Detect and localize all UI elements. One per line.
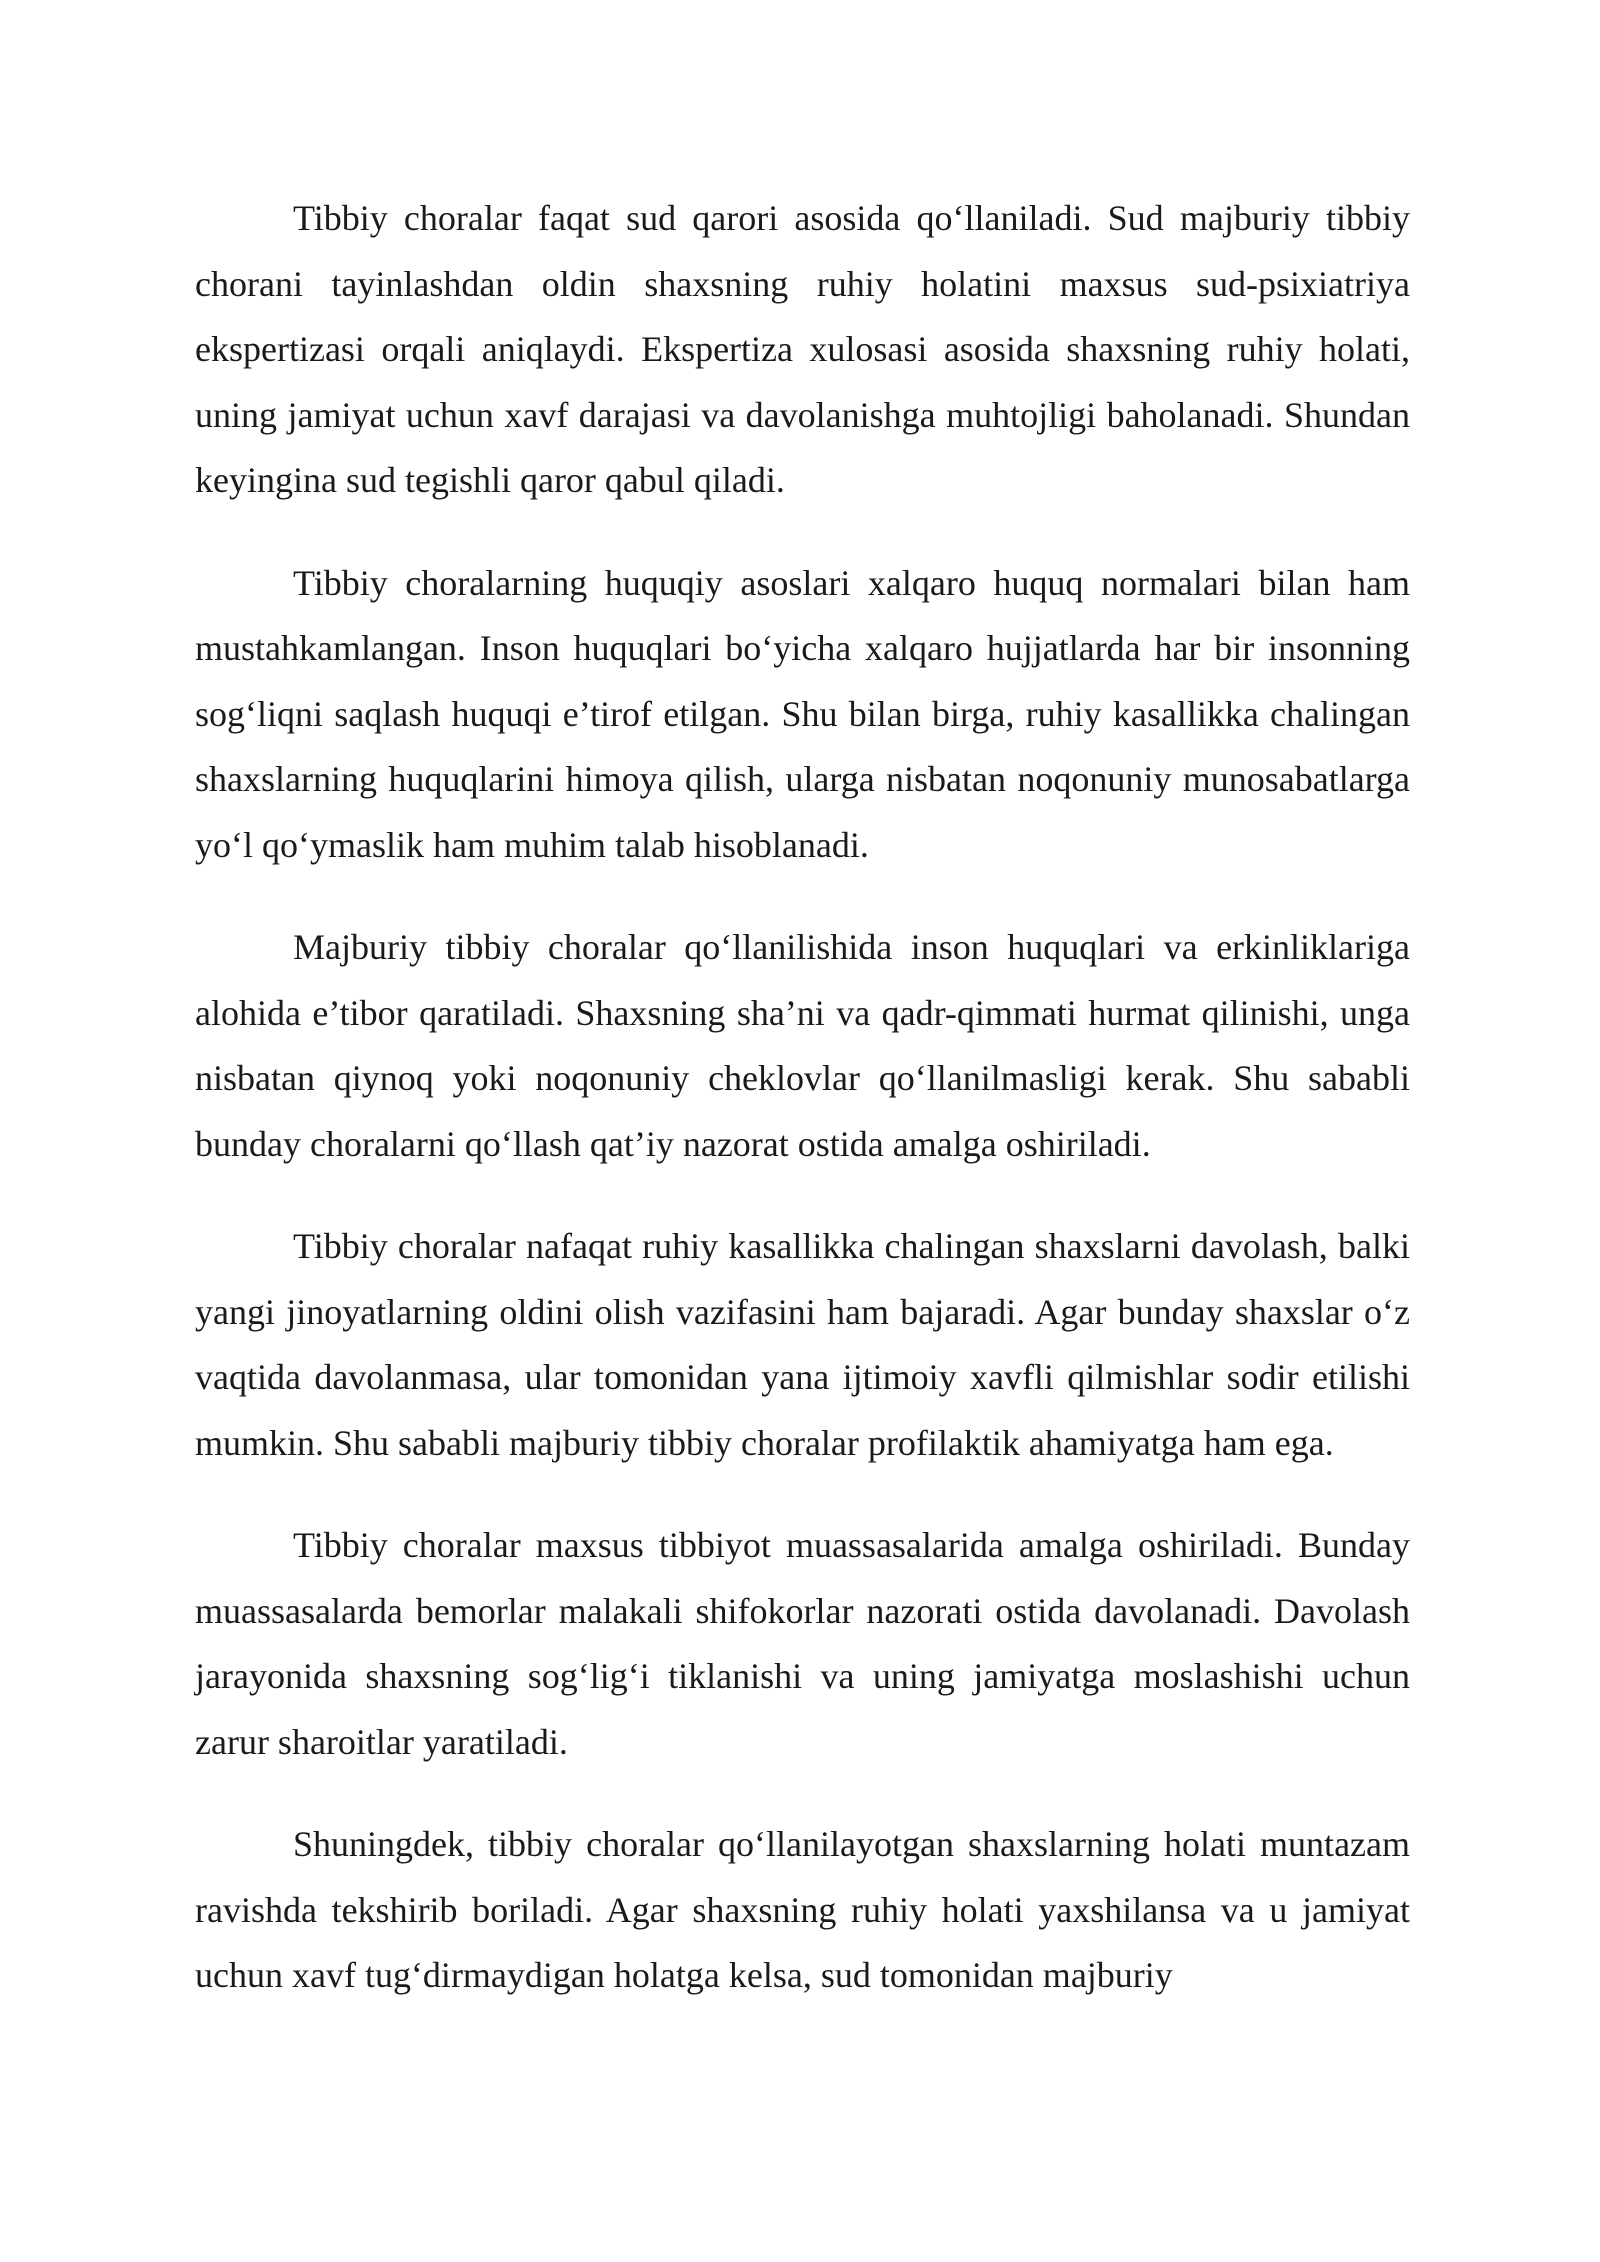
paragraph-6: Shuningdek, tibbiy choralar qo‘llanilayotgan shaxslarning holati muntazam ravishda tekshirib boriladi. Agar shaxsning ruhiy holati yaxshilansa va u jamiyat uchun xavf tug‘dirmaydigan holatga kelsa, sud tomonidan majburiy <box>195 1824 1410 1995</box>
paragraph-4: Tibbiy choralar nafaqat ruhiy kasallikka chalingan shaxslarni davolash, balki yangi jinoyatlarning oldini olish vazifasini ham bajaradi. Agar bunday shaxslar o‘z vaqtida davolanmasa, ular tomonidan yana ijtimoiy xavfli qilmishlar sodir etilishi mumkin. Shu sababli majburiy tibbiy choralar profilaktik ahamiyatga ham ega. <box>195 1226 1410 1463</box>
document-body <box>195 186 1410 2009</box>
paragraph-1: Tibbiy choralar faqat sud qarori asosida qo‘llaniladi. Sud majburiy tibbiy chorani tayinlashdan oldin shaxsning ruhiy holatini maxsus sud-psixiatriya ekspertizasi orqali aniqlaydi. Ekspertiza xulosasi asosida shaxsning ruhiy holati, uning jamiyat uchun xavf darajasi va davolanishga muhtojligi baholanadi. Shundan keyingina sud tegishli qaror qabul qiladi. <box>195 198 1410 500</box>
paragraph-5: Tibbiy choralar maxsus tibbiyot muassasalarida amalga oshiriladi. Bunday muassasalarda bemorlar malakali shifokorlar nazorati ostida davolanadi. Davolash jarayonida shaxsning sog‘lig‘i tiklanishi va uning jamiyatga moslashishi uchun zarur sharoitlar yaratiladi. <box>195 1525 1410 1762</box>
paragraph-3: Majburiy tibbiy choralar qo‘llanilishida inson huquqlari va erkinliklariga alohida e’tibor qaratiladi. Shaxsning sha’ni va qadr-qimmati hurmat qilinishi, unga nisbatan qiynoq yoki noqonuniy cheklovlar qo‘llanilmasligi kerak. Shu sababli bunday choralarni qo‘llash qat’iy nazorat ostida amalga oshiriladi. <box>195 927 1410 1164</box>
paragraph-2: Tibbiy choralarning huquqiy asoslari xalqaro huquq normalari bilan ham mustahkamlangan. Inson huquqlari bo‘yicha xalqaro hujjatlarda har bir insonning sog‘liqni saqlash huquqi e’tirof etilgan. Shu bilan birga, ruhiy kasallikka chalingan shaxslarning huquqlarini himoya qilish, ularga nisbatan noqonuniy munosabatlarga yo‘l qo‘ymaslik ham muhim talab hisoblanadi. <box>195 562 1410 865</box>
